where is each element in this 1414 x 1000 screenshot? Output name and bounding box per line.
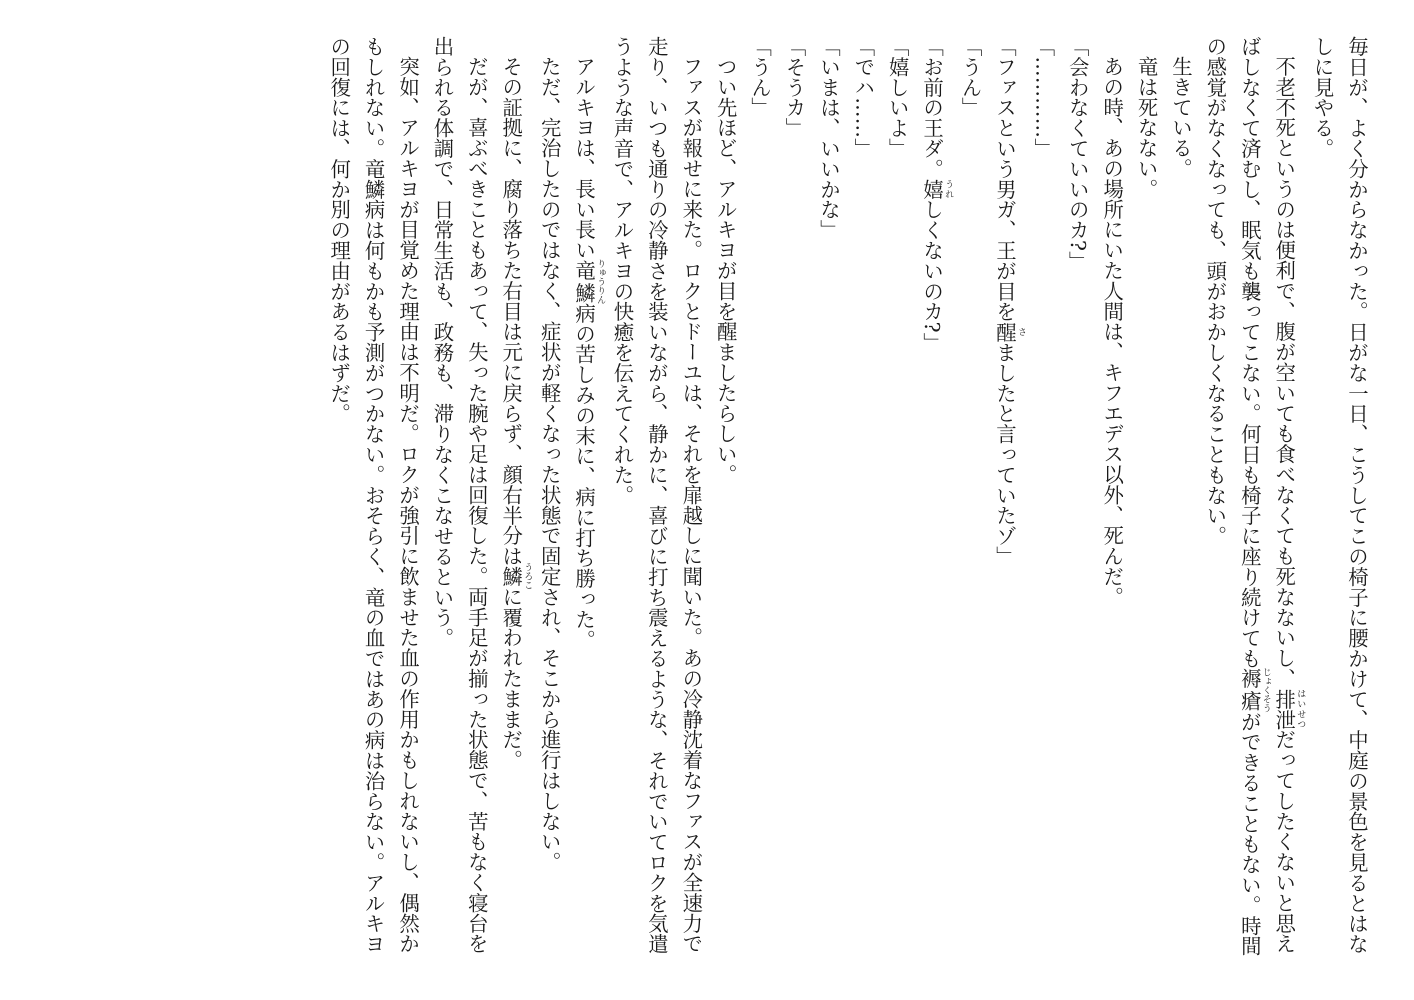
paragraph: ファスが報せに来た。ロクとドーユは、それを扉越しに聞いた。あの冷静沈着なファスが全速力で走り、いつも通りの冷静さを装いながら、静かに、喜びに打ち震えるような、それでいてロクを気遣うような声音で、アルキヨの快癒を伝えてくれた。 [610, 36, 704, 954]
paragraph: だが、喜ぶべきこともあって、失った腕や足は回復した。両手足が揃った状態で、苦もなく寝台を出られる体調で、日常生活も、政務も、滞りなくこなせるという。 [430, 36, 489, 954]
dialogue-line: 「うん」 [748, 36, 773, 118]
dialogue-line: 「嬉しいよ」 [885, 36, 910, 159]
dialogue-line: 「ファスという男ガ、王が目を醒 さましたと言っていたゾ」 [992, 36, 1026, 567]
ruby-annotation: 嬉 うれ [920, 178, 954, 200]
paragraph: ただ、完治したのではなく、症状が軽くなった状態で固定され、そこから進行はしない。 [537, 56, 562, 873]
ruby-annotation: 醒 さ [992, 321, 1026, 343]
paragraph: つい先ほど、アルキヨが目を醒ましたらしい。 [713, 56, 738, 485]
dialogue-line: 「お前の王ダ。嬉 うれしくないのカ?」 [920, 36, 954, 353]
dialogue-line: 「うん」 [958, 36, 983, 118]
dialogue-line: 「いまは、いいかな」 [816, 36, 841, 240]
paragraph: 竜は死なない。 [1134, 56, 1159, 200]
ruby-annotation: 褥瘡 じょくそう [1237, 667, 1271, 713]
dialogue-line: 「そうカ」 [782, 36, 807, 138]
paragraph: 突如、アルキヨが目覚めた理由は不明だ。ロクが強引に飲ませた血の作用かもしれないし、偶然かもしれない。竜鱗病は何もかも予測がつかない。おそらく、竜の血ではあの病は治らない。アルキヨの回復には、何か別の理由があるはずだ。 [327, 36, 421, 954]
dialogue-line: 「会わなくていいのカ?」 [1065, 36, 1090, 272]
dialogue-line: 「でハ……」 [851, 36, 876, 159]
paragraph: 毎日が、よく分からなかった。日がな一日、こうしてこの椅子に腰かけて、中庭の景色を見るとはなしに見やる。 [1310, 36, 1369, 954]
ruby-annotation: 竜鱗 りゅうりん [572, 259, 606, 305]
paragraph: アルキヨは、長い長い竜鱗 りゅうりん病の苦しみの末に、病に打ち勝った。 [572, 56, 606, 651]
paragraph: 不老不死というのは便利で、腹が空いても食べなくても死なないし、排泄 はいせつだってしたくないと思えばしなくて済むし、眠気も襲ってこない。何日も椅子に座り続けても褥瘡 じょくそうができることもない。時間の感覚がなくなっても、頭がおかしくなることもない。 [1203, 36, 1306, 957]
paragraph: その証拠に、腐り落ちた右目は元に戻らず、顔右半分は鱗 うろこに覆われたままだ。 [499, 56, 533, 771]
ruby-annotation: 排泄 はいせつ [1272, 688, 1306, 730]
paragraph: 生きている。 [1168, 56, 1193, 179]
paragraph: あの時、あの場所にいた人間は、キフエデス以外、死んだ。 [1100, 56, 1125, 608]
body-text [322, 36, 1374, 966]
dialogue-line: 「…………」 [1031, 36, 1056, 159]
ruby-annotation: 鱗 うろこ [499, 563, 533, 591]
